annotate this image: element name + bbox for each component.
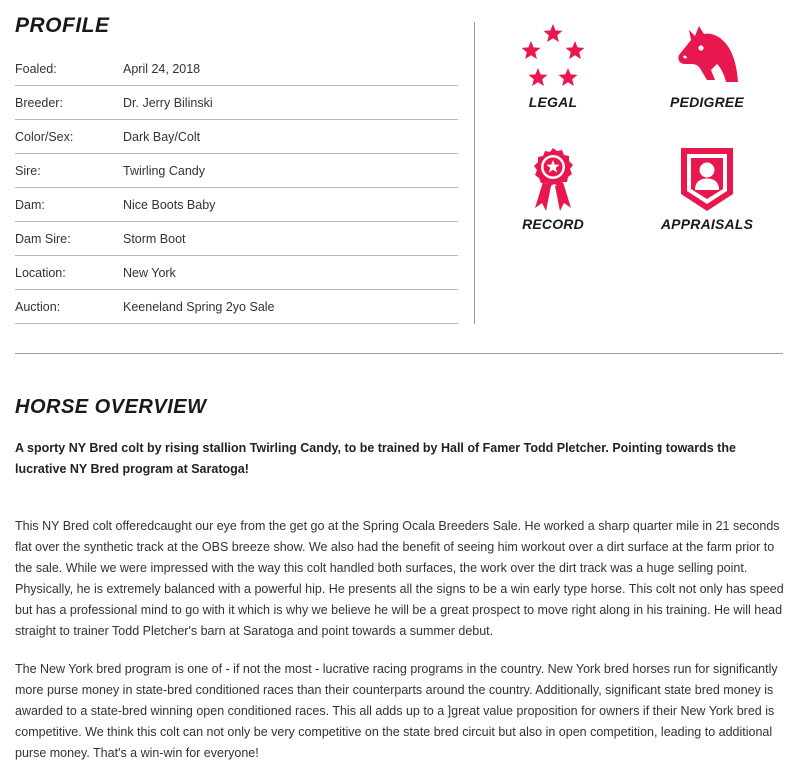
profile-title: PROFILE [15,14,110,37]
profile-row-breeder [15,87,458,120]
appraisals-label: APPRAISALS [660,216,754,232]
profile-value: Dark Bay/Colt [123,130,201,144]
legal-label: LEGAL [528,94,578,110]
record-link[interactable] [483,146,623,232]
profile-label: Dam Sire: [15,232,71,246]
profile-value: April 24, 2018 [123,62,201,76]
section-divider [15,353,783,354]
overview-paragraph-2: The New York bred program is one of - if not the most - lucrative racing programs in the country. New York bred horses run for significantly more purse money in state-bred conditioned races than their counterparts around the country. Additionally, significant state bred money is awarded to a state-bred winning open conditioned races. This all adds up to a ]great value proposition for owners if their New York bred is competitive. We think this colt can not only be very competitive on the state bred circuit but also in open competition, leading to additional purse money. That's a win-win for everyone! [15,662,778,760]
profile-label: Dam: [15,198,45,212]
profile-row-foaled [15,53,458,86]
profile-label: Color/Sex: [15,130,74,144]
profile-label: Breeder: [15,96,63,110]
profile-row-dam [15,189,458,222]
profile-label: Foaled: [15,62,57,76]
overview-paragraph-1: This NY Bred colt offeredcaught our eye from the get go at the Spring Ocala Breeders Sale. He worked a sharp quarter mile in 21 seconds flat over the synthetic track at the OBS breeze show. We also had the benefit of seeing him workout over a dirt surface at the farm prior to the sale. While we were impressed with the way this colt handled both surfaces, the work over the dirt track was a huge selling point. Physically, he is extremely balanced with a powerful hip. He presents all the signs to be a win early type horse. This colt not only has speed but has a professional mind to go with it which is why we believe he will be a great prospect to move right along in his training. He will head straight to trainer Todd Pletcher's barn at Saratoga and point towards a summer debut. [15,519,784,638]
person-badge-icon [671,146,743,212]
horse-head-icon [671,24,743,90]
overview-lead: A sporty NY Bred colt by rising stallion Twirling Candy, to be trained by Hall of Famer Todd Pletcher. Pointing towards the lucrative NY Bred program at Saratoga! [15,441,736,476]
profile-value: Twirling Candy [123,164,205,178]
profile-row-dam-sire [15,223,458,256]
profile-value: Dr. Jerry Bilinski [123,96,213,110]
profile-value: Storm Boot [123,232,186,246]
profile-row-sire [15,155,458,188]
overview-title: HORSE OVERVIEW [15,396,207,418]
ribbon-award-icon [517,146,589,212]
profile-label: Sire: [15,164,41,178]
appraisals-link[interactable] [637,146,777,232]
record-label: RECORD [522,216,584,232]
stars-icon [517,24,589,90]
profile-label: Auction: [15,300,61,314]
pedigree-link[interactable] [637,24,777,110]
profile-row-color-sex [15,121,458,154]
pedigree-label: PEDIGREE [670,94,744,110]
profile-row-auction [15,291,458,324]
profile-row-location [15,257,458,290]
legal-link[interactable] [483,24,623,110]
profile-value: New York [123,266,176,280]
profile-table [15,53,458,325]
vertical-divider [474,22,475,324]
profile-label: Location: [15,266,66,280]
profile-value: Keeneland Spring 2yo Sale [123,300,275,314]
profile-value: Nice Boots Baby [123,198,216,212]
